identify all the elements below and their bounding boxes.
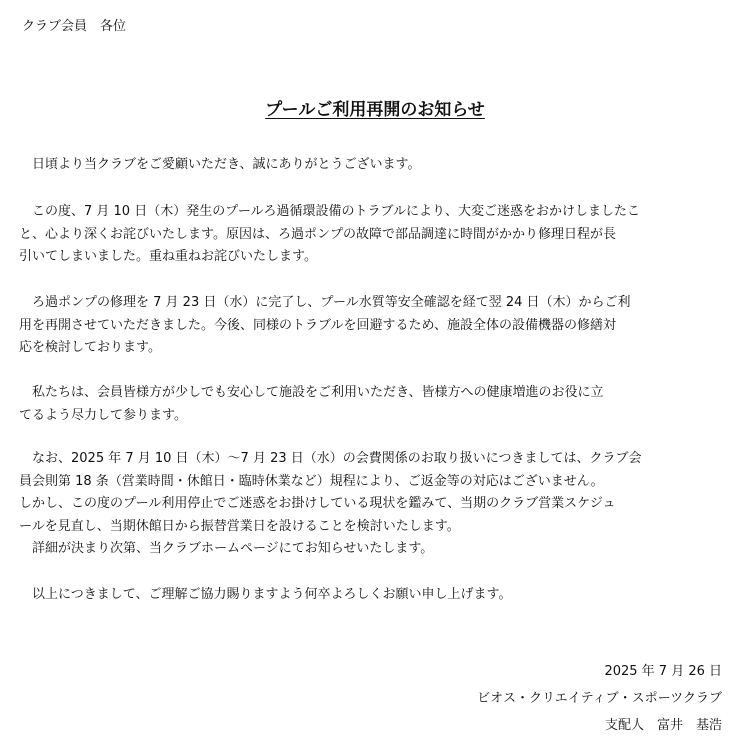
paragraph-line: この度、7 月 10 日（木）発生のプールろ過循環設備のトラブルにより、大変ご迷惑をおかけしましたこ xyxy=(19,204,641,219)
paragraph-line: 員会則第 18 条（営業時間・休館日・臨時休業など）規程により、ご返金等の対応はございません。 xyxy=(19,473,604,489)
paragraph-line: 日頃より当クラブをご愛顧いただき、誠にありがとうございます。 xyxy=(19,157,421,172)
fee-paragraph xyxy=(19,448,731,561)
paragraph-line: 引いてしまいました。重ね重ねお詫びいたします。 xyxy=(19,249,317,265)
paragraph-line: 以上につきまして、ご理解ご協力賜りますよう何卒よろしくお願い申し上げます。 xyxy=(19,587,512,602)
notice-title-text: プールご利用再開のお知らせ xyxy=(265,100,485,120)
commitment-paragraph xyxy=(19,382,731,427)
paragraph-line: しかし、この度のプール利用停止でご迷惑をお掛けしている現状を鑑みて、当期のクラブ営業スケジュ xyxy=(19,496,616,512)
paragraph-line: と、心より深くお詫びいたします。原因は、ろ過ポンプの故障で部品調達に時間がかかり修理日程が長 xyxy=(19,226,616,242)
signature-manager: 支配人 富井 基浩 xyxy=(604,718,722,733)
signature-organization: ビオス・クリエイティブ・スポーツクラブ xyxy=(477,691,722,706)
signature-date: 2025 年 7 月 26 日 xyxy=(604,664,722,679)
paragraph-line: 用を再開させていただきました。今後、同様のトラブルを回避するため、施設全体の設備機器の修繕対 xyxy=(19,317,616,333)
paragraph-line: 私たちは、会員皆様方が少しでも安心して施設をご利用いただき、皆様方への健康増進のお役に立 xyxy=(19,385,604,400)
paragraph-line: 詳細が決まり次第、当クラブホームページにてお知らせいたします。 xyxy=(19,541,434,557)
apology-paragraph xyxy=(19,201,731,269)
paragraph-line: 応を検討しております。 xyxy=(19,340,161,356)
paragraph-line: ールを見直し、当期休館日から振替営業日を設けることを検討いたします。 xyxy=(19,518,460,534)
notice-title xyxy=(0,98,750,122)
repair-paragraph xyxy=(19,292,731,360)
paragraph-line: てるよう尽力して参ります。 xyxy=(19,407,187,423)
paragraph-line: ろ過ポンプの修理を 7 月 23 日（水）に完了し、プール水質等安全確認を経て翌 24 日（木）からご利 xyxy=(19,295,631,310)
greeting-paragraph xyxy=(19,154,731,177)
paragraph-line: なお、2025 年 7 月 10 日（木）～7 月 23 日（水）の会費関係のお取り扱いにつきましては、クラブ会 xyxy=(19,451,642,466)
closing-paragraph xyxy=(19,584,731,607)
addressee: クラブ会員 各位 xyxy=(22,19,127,34)
